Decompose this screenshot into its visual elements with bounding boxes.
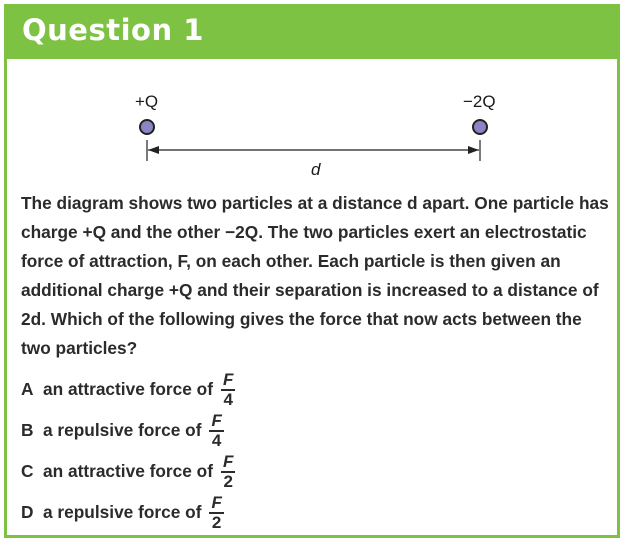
fraction-numerator: F — [223, 369, 234, 389]
fraction — [209, 412, 223, 450]
distance-label: d — [311, 160, 321, 179]
option-text: an attractive force of — [43, 461, 213, 481]
left-arrowhead — [148, 146, 159, 154]
question-card — [4, 4, 620, 538]
option-b[interactable] — [21, 410, 611, 451]
fraction-denominator: 4 — [223, 389, 233, 409]
fraction-numerator: F — [223, 451, 234, 471]
option-text: a repulsive force of — [43, 420, 202, 440]
fraction-numerator: F — [211, 492, 222, 512]
option-a[interactable] — [21, 369, 611, 410]
fraction-denominator: 2 — [211, 512, 222, 532]
option-c[interactable] — [21, 451, 611, 492]
option-letter: C — [21, 461, 34, 481]
option-text: an attractive force of — [43, 379, 213, 399]
right-particle — [473, 120, 487, 134]
question-text: The diagram shows two particles at a distance d apart. One particle has charge +Q and the other −2Q. The two particles exert an electrostatic force of attraction, F, on each other. Each particle is then given an additional charge +Q and their separation is increased to a distance of 2d. Which of the following gives the force that now acts between the two particles? — [21, 193, 609, 358]
fraction — [209, 494, 223, 532]
option-d[interactable] — [21, 492, 611, 533]
option-letter: D — [21, 502, 34, 522]
fraction — [221, 371, 235, 409]
left-charge-label: +Q — [135, 92, 159, 111]
question-title: Question 1 — [22, 13, 204, 47]
option-letter: A — [21, 379, 34, 399]
fraction-numerator: F — [211, 410, 222, 430]
right-charge-label: −2Q — [463, 92, 496, 111]
charge-diagram — [7, 7, 617, 187]
fraction — [221, 453, 235, 491]
option-letter: B — [21, 420, 34, 440]
fraction-denominator: 4 — [211, 430, 222, 450]
option-text: a repulsive force of — [43, 502, 202, 522]
fraction-denominator: 2 — [223, 471, 233, 491]
options-list — [21, 369, 611, 533]
right-arrowhead — [468, 146, 479, 154]
left-particle — [140, 120, 154, 134]
